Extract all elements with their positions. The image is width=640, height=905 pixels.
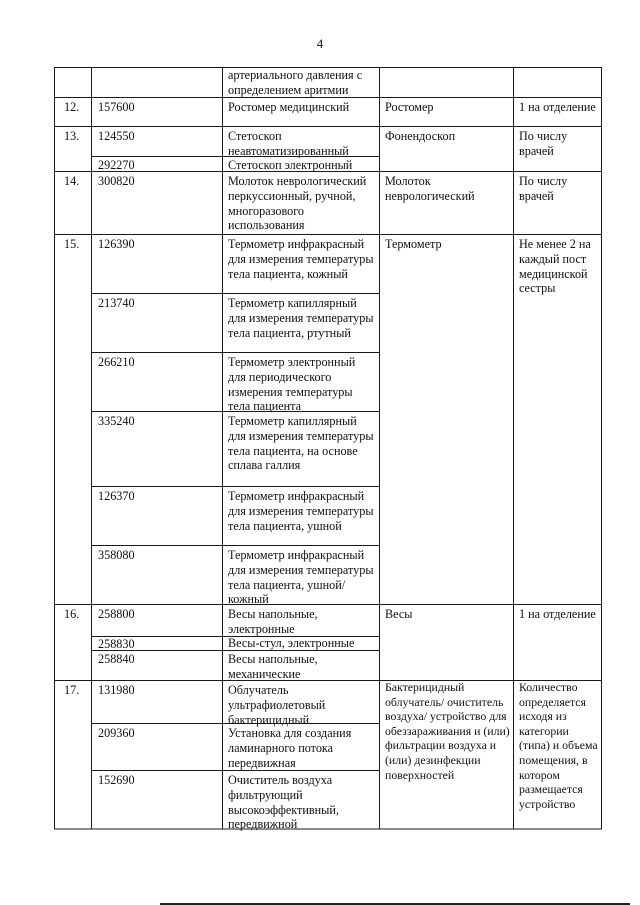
name-cell: Термометр инфракрасный для измерения температуры тела пациента, ушной [228, 489, 374, 533]
quantity-cell: По числу врачей [519, 174, 568, 203]
row-number-15: 15. [64, 237, 80, 251]
code-cell: 258830 [98, 637, 135, 651]
quantity-cell: 1 на отделение [519, 607, 596, 621]
quantity-cell: По числу врачей [519, 129, 568, 158]
name-cell: Термометр инфракрасный для измерения температуры тела пациента, ушной/кожный [228, 548, 374, 607]
code-cell: 258840 [98, 652, 135, 666]
code-cell: 335240 [98, 414, 135, 428]
name-cell: Стетоскоп электронный [228, 158, 353, 172]
name-cell: Стетоскоп неавтоматизированный [228, 129, 349, 158]
code-cell: 157600 [98, 100, 135, 114]
group-cell: Весы [385, 607, 413, 621]
name-cell: Молоток неврологический перкуссионный, ручной, многоразового использования [228, 174, 367, 233]
code-cell: 126370 [98, 489, 135, 503]
code-cell: 258800 [98, 607, 135, 621]
row-number-16: 16. [64, 607, 80, 621]
page-number: 4 [316, 36, 324, 51]
group-cell: Ростомер [385, 100, 434, 114]
code-cell: 124550 [98, 129, 135, 143]
row-number-13: 13. [64, 129, 80, 143]
quantity-cell: 1 на отделение [519, 100, 596, 114]
code-cell: 126390 [98, 237, 135, 251]
row-number-17: 17. [64, 683, 80, 697]
code-cell: 131980 [98, 683, 135, 697]
code-cell: 209360 [98, 726, 135, 740]
code-cell: 266210 [98, 355, 135, 369]
code-cell: 292270 [98, 158, 135, 172]
code-cell: 152690 [98, 773, 135, 787]
row-number-12: 12. [64, 100, 80, 114]
name-cell: Ростомер медицинский [228, 100, 350, 114]
name-cell: Очиститель воздуха фильтрующий высокоэффективный, передвижной [228, 773, 339, 832]
row-number-14: 14. [64, 174, 80, 188]
name-cell-continuation: артериального давления с определением аритмии [228, 68, 363, 97]
name-cell: Весы напольные, электронные [228, 607, 318, 636]
group-cell: Термометр [385, 237, 442, 251]
code-cell: 213740 [98, 296, 135, 310]
name-cell: Термометр капиллярный для измерения температуры тела пациента, на основе сплава галлия [228, 414, 374, 473]
name-cell: Термометр электронный для периодического измерения температуры тела пациента [228, 355, 356, 414]
code-cell: 300820 [98, 174, 135, 188]
group-cell: Фонендоскоп [385, 129, 456, 143]
name-cell: Весы-стул, электронные [228, 636, 355, 650]
name-cell: Облучатель ультрафиолетовый бактерицидный [228, 683, 326, 727]
name-cell: Термометр капиллярный для измерения температуры тела пациента, ртутный [228, 296, 374, 340]
quantity-cell: Количество определяется исходя из категории (типа) и объема помещения, в котором размещается устройство [519, 680, 598, 811]
name-cell: Весы напольные, механические [228, 652, 318, 681]
group-cell: Бактерицидный облучатель/ очиститель воздуха/ устройство для обеззараживания и (или) фильтрации воздуха и (или) дезинфекции поверхностей [385, 680, 510, 782]
equipment-table [54, 67, 602, 832]
name-cell: Установка для создания ламинарного потока передвижная [228, 726, 352, 770]
quantity-cell: Не менее 2 на каждый пост медицинской сестры [519, 237, 591, 296]
group-cell: Молоток неврологический [385, 174, 475, 203]
name-cell: Термометр инфракрасный для измерения температуры тела пациента, кожный [228, 237, 374, 281]
code-cell: 358080 [98, 548, 135, 562]
